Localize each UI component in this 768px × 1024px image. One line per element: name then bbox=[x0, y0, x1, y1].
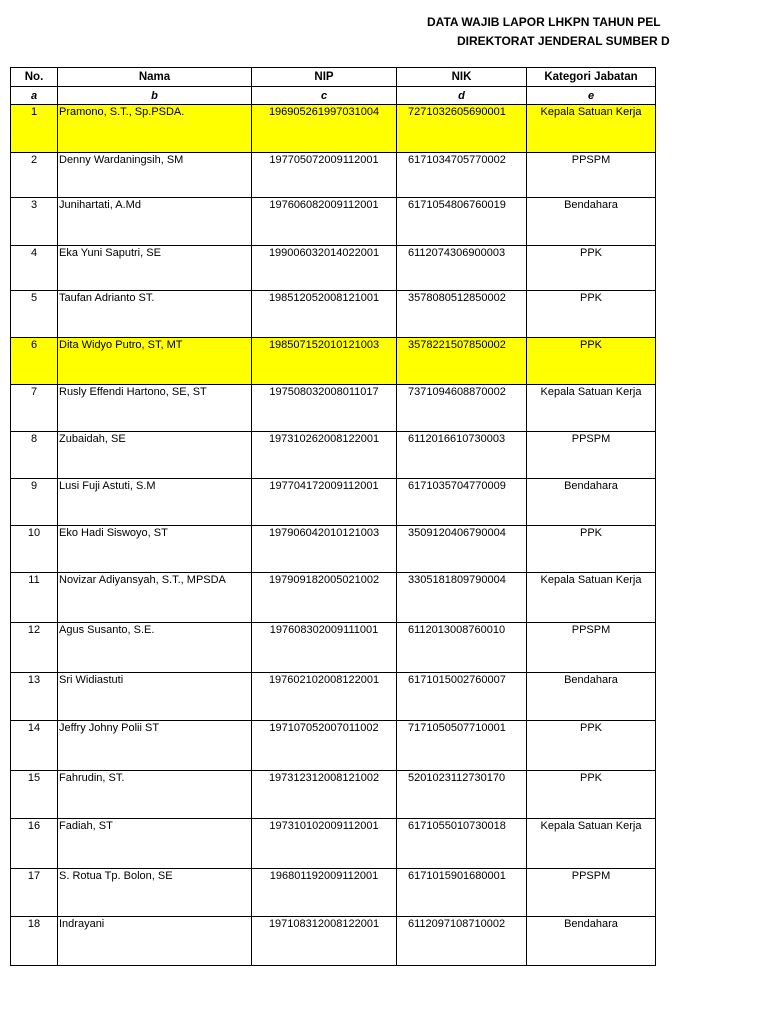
cell-nik[interactable]: 3578080512850002 bbox=[397, 291, 527, 338]
cell-nik[interactable]: 6171054806760019 bbox=[397, 198, 527, 246]
cell-nik[interactable]: 5201023112730170 bbox=[397, 771, 527, 819]
header-row bbox=[11, 68, 656, 87]
cell-kategori[interactable]: Kepala Satuan Kerja bbox=[527, 819, 656, 869]
cell-nik[interactable]: 6171015901680001 bbox=[397, 869, 527, 917]
letter-b[interactable]: b bbox=[58, 87, 252, 105]
cell-nip[interactable]: 199006032014022001 bbox=[252, 246, 397, 291]
cell-kategori[interactable]: PPSPM bbox=[527, 869, 656, 917]
cell-nama[interactable]: Junihartati, A.Md bbox=[58, 198, 252, 246]
cell-no[interactable]: 1 bbox=[11, 105, 58, 153]
cell-nik[interactable]: 7271032605690001 bbox=[397, 105, 527, 153]
cell-nama[interactable]: Eka Yuni Saputri, SE bbox=[58, 246, 252, 291]
cell-nip[interactable]: 197906042010121003 bbox=[252, 526, 397, 573]
cell-kategori[interactable]: Kepala Satuan Kerja bbox=[527, 385, 656, 432]
cell-no[interactable]: 13 bbox=[11, 673, 58, 721]
cell-nama[interactable]: Indrayani bbox=[58, 917, 252, 966]
header-kategori[interactable]: Kategori Jabatan bbox=[527, 68, 656, 87]
cell-nip[interactable]: 196905261997031004 bbox=[252, 105, 397, 153]
cell-kategori[interactable]: PPK bbox=[527, 526, 656, 573]
table-row bbox=[11, 246, 656, 291]
cell-nip[interactable]: 197608302009111001 bbox=[252, 623, 397, 673]
cell-kategori[interactable]: Kepala Satuan Kerja bbox=[527, 105, 656, 153]
table-row bbox=[11, 479, 656, 526]
table-row bbox=[11, 721, 656, 771]
cell-nip[interactable]: 196801192009112001 bbox=[252, 869, 397, 917]
cell-nip[interactable]: 197705072009112001 bbox=[252, 153, 397, 198]
header-nama[interactable]: Nama bbox=[58, 68, 252, 87]
letter-a[interactable]: a bbox=[11, 87, 58, 105]
cell-nama[interactable]: Novizar Adiyansyah, S.T., MPSDA bbox=[58, 573, 252, 623]
cell-no[interactable]: 6 bbox=[11, 338, 58, 385]
cell-nik[interactable]: 7171050507710001 bbox=[397, 721, 527, 771]
cell-kategori[interactable]: PPK bbox=[527, 771, 656, 819]
cell-kategori[interactable]: PPK bbox=[527, 721, 656, 771]
letter-c[interactable]: c bbox=[252, 87, 397, 105]
cell-nama[interactable]: Rusly Effendi Hartono, SE, ST bbox=[58, 385, 252, 432]
cell-no[interactable]: 9 bbox=[11, 479, 58, 526]
cell-kategori[interactable]: Bendahara bbox=[527, 673, 656, 721]
cell-kategori[interactable]: Bendahara bbox=[527, 198, 656, 246]
cell-nik[interactable]: 6171034705770002 bbox=[397, 153, 527, 198]
cell-nik[interactable]: 3578221507850002 bbox=[397, 338, 527, 385]
cell-nip[interactable]: 197310102009112001 bbox=[252, 819, 397, 869]
cell-nip[interactable]: 198512052008121001 bbox=[252, 291, 397, 338]
cell-nip[interactable]: 197508032008011017 bbox=[252, 385, 397, 432]
cell-kategori[interactable]: PPSPM bbox=[527, 153, 656, 198]
cell-nama[interactable]: Eko Hadi Siswoyo, ST bbox=[58, 526, 252, 573]
cell-nik[interactable]: 6112074306900003 bbox=[397, 246, 527, 291]
table-row bbox=[11, 771, 656, 819]
cell-no[interactable]: 10 bbox=[11, 526, 58, 573]
cell-nama[interactable]: Lusi Fuji Astuti, S.M bbox=[58, 479, 252, 526]
cell-no[interactable]: 5 bbox=[11, 291, 58, 338]
report-title-line-1 bbox=[0, 15, 768, 33]
table-row bbox=[11, 291, 656, 338]
column-letter-row bbox=[11, 87, 656, 105]
cell-nik[interactable]: 3509120406790004 bbox=[397, 526, 527, 573]
table-row bbox=[11, 673, 656, 721]
cell-nama[interactable]: Taufan Adrianto ST. bbox=[58, 291, 252, 338]
letter-e[interactable]: e bbox=[527, 87, 656, 105]
cell-nik[interactable]: 6171035704770009 bbox=[397, 479, 527, 526]
cell-nama[interactable]: Pramono, S.T., Sp.PSDA. bbox=[58, 105, 252, 153]
cell-no[interactable]: 18 bbox=[11, 917, 58, 966]
header-nik[interactable]: NIK bbox=[397, 68, 527, 87]
cell-nip[interactable]: 197606082009112001 bbox=[252, 198, 397, 246]
cell-nip[interactable]: 197704172009112001 bbox=[252, 479, 397, 526]
cell-nama[interactable]: S. Rotua Tp. Bolon, SE bbox=[58, 869, 252, 917]
cell-nip[interactable]: 197602102008122001 bbox=[252, 673, 397, 721]
cell-no[interactable]: 2 bbox=[11, 153, 58, 198]
table-row bbox=[11, 869, 656, 917]
cell-nik[interactable]: 6112013008760010 bbox=[397, 623, 527, 673]
table-row bbox=[11, 623, 656, 673]
cell-no[interactable]: 11 bbox=[11, 573, 58, 623]
table-row bbox=[11, 819, 656, 869]
cell-nama[interactable]: Agus Susanto, S.E. bbox=[58, 623, 252, 673]
cell-nik[interactable]: 6112097108710002 bbox=[397, 917, 527, 966]
cell-nip[interactable]: 197312312008121002 bbox=[252, 771, 397, 819]
cell-kategori[interactable]: Bendahara bbox=[527, 917, 656, 966]
cell-nama[interactable]: Fahrudin, ST. bbox=[58, 771, 252, 819]
cell-kategori[interactable]: PPSPM bbox=[527, 623, 656, 673]
lhkpn-table bbox=[10, 67, 656, 966]
header-nip[interactable]: NIP bbox=[252, 68, 397, 87]
cell-nip[interactable]: 197108312008122001 bbox=[252, 917, 397, 966]
cell-nik[interactable]: 6171055010730018 bbox=[397, 819, 527, 869]
cell-nama[interactable]: Fadiah, ST bbox=[58, 819, 252, 869]
cell-nik[interactable]: 6171015002760007 bbox=[397, 673, 527, 721]
cell-nik[interactable]: 3305181809790004 bbox=[397, 573, 527, 623]
report-title-line-1-text: DATA WAJIB LAPOR LHKPN TAHUN PEL bbox=[427, 15, 661, 29]
table-row bbox=[11, 338, 656, 385]
cell-no[interactable]: 4 bbox=[11, 246, 58, 291]
cell-nik[interactable]: 6112016610730003 bbox=[397, 432, 527, 479]
table-row bbox=[11, 917, 656, 966]
report-title-line-2 bbox=[0, 34, 768, 52]
cell-nip[interactable]: 198507152010121003 bbox=[252, 338, 397, 385]
cell-kategori[interactable]: Kepala Satuan Kerja bbox=[527, 573, 656, 623]
cell-no[interactable]: 7 bbox=[11, 385, 58, 432]
cell-nip[interactable]: 197107052007011002 bbox=[252, 721, 397, 771]
cell-kategori[interactable]: Bendahara bbox=[527, 479, 656, 526]
cell-nama[interactable]: Zubaidah, SE bbox=[58, 432, 252, 479]
table-row bbox=[11, 432, 656, 479]
cell-no[interactable]: 12 bbox=[11, 623, 58, 673]
table-body bbox=[11, 105, 656, 966]
report-title-line-2-text: DIREKTORAT JENDERAL SUMBER D bbox=[457, 34, 670, 48]
cell-nip[interactable]: 197310262008122001 bbox=[252, 432, 397, 479]
table-row bbox=[11, 573, 656, 623]
cell-kategori[interactable]: PPK bbox=[527, 338, 656, 385]
table-row bbox=[11, 385, 656, 432]
cell-nama[interactable]: Dita Widyo Putro, ST, MT bbox=[58, 338, 252, 385]
cell-kategori[interactable]: PPK bbox=[527, 246, 656, 291]
table-row bbox=[11, 198, 656, 246]
cell-no[interactable]: 14 bbox=[11, 721, 58, 771]
table-row bbox=[11, 105, 656, 153]
cell-kategori[interactable]: PPSPM bbox=[527, 432, 656, 479]
cell-nip[interactable]: 197909182005021002 bbox=[252, 573, 397, 623]
cell-no[interactable]: 8 bbox=[11, 432, 58, 479]
cell-nama[interactable]: Jeffry Johny Polii ST bbox=[58, 721, 252, 771]
letter-d[interactable]: d bbox=[397, 87, 527, 105]
cell-no[interactable]: 15 bbox=[11, 771, 58, 819]
cell-kategori[interactable]: PPK bbox=[527, 291, 656, 338]
table-row bbox=[11, 153, 656, 198]
cell-nama[interactable]: Denny Wardaningsih, SM bbox=[58, 153, 252, 198]
cell-no[interactable]: 3 bbox=[11, 198, 58, 246]
header-no[interactable]: No. bbox=[11, 68, 58, 87]
cell-no[interactable]: 16 bbox=[11, 819, 58, 869]
cell-nama[interactable]: Sri Widiastuti bbox=[58, 673, 252, 721]
cell-nik[interactable]: 7371094608870002 bbox=[397, 385, 527, 432]
cell-no[interactable]: 17 bbox=[11, 869, 58, 917]
table-row bbox=[11, 526, 656, 573]
